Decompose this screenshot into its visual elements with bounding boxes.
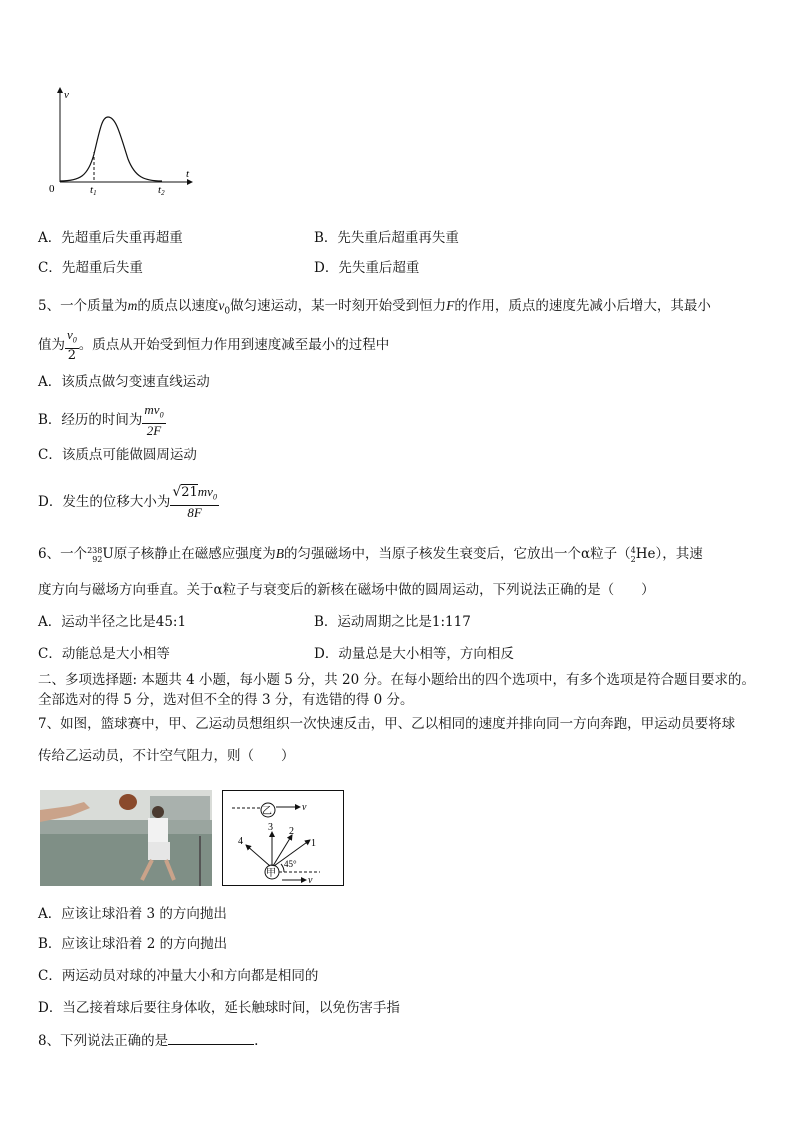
section2-instructions-line2: 全部选对的得 5 分，选对但不全的得 3 分，有选错的得 0 分。	[38, 692, 414, 708]
helium-nuclide-numbers: 4 2	[630, 545, 636, 564]
origin-label: 0	[49, 183, 55, 195]
q4-option-c: C．先超重后失重	[38, 260, 143, 276]
q6-option-d: D．动量总是大小相等，方向相反	[314, 646, 514, 662]
basketball-icon	[119, 794, 137, 810]
v-bottom-label: v	[308, 875, 313, 886]
q5-option-a: A．该质点做匀变速直线运动	[38, 374, 210, 390]
jia-label: 甲	[266, 868, 276, 879]
v-top-label: v	[302, 802, 307, 813]
direction-label-4: 4	[238, 836, 243, 847]
answer-blank[interactable]	[168, 1030, 254, 1045]
q5-option-c: C．该质点可能做圆周运动	[38, 447, 197, 463]
q5-option-d: D．发生的位移大小为 $\frac{√21mv_0}{8F}$	[38, 484, 217, 520]
q7-stem-line1: 7、如图，篮球赛中，甲、乙运动员想组织一次快速反击，甲、乙以相同的速度并排向同一方向奔跑，甲运动员要将球	[38, 716, 736, 732]
angle-label: 45°	[284, 859, 297, 869]
q6-option-c: C．动能总是大小相等	[38, 646, 170, 662]
displacement-fraction: $\frac{√21mv_0}{8F}$	[172, 484, 217, 520]
q5-option-b: B．经历的时间为 $\frac{mv_0}{2F}$	[38, 402, 164, 438]
q6-stem-line1: 6、一个 238 92 U原子核静止在磁感应强度为B的匀强磁场中，当原子核发生衰变后，它放出一个α粒子（ 4 2 He），其速	[38, 545, 703, 564]
q7-option-c: C．两运动员对球的冲量大小和方向都是相同的	[38, 968, 319, 984]
yi-label: 乙	[262, 806, 272, 817]
q4-option-a: A．先超重后失重再超重	[38, 230, 183, 246]
v0-over-2-fraction: $\frac{v_0}{2}$	[67, 327, 77, 363]
q6-stem-line2: 度方向与磁场方向垂直。关于α粒子与衰变后的新核在磁场中做的圆周运动，下列说法正确的是（ ）	[38, 582, 655, 598]
velocity-time-graph	[40, 84, 200, 200]
q5-stem-line1: 5、一个质量为m的质点以速度$v_0$做匀速运动，某一时刻开始受到恒力F的作用，质点的速度先减小后增大，其最小	[38, 298, 711, 317]
throw-direction-diagram	[222, 790, 344, 886]
q8-stem: 8、下列说法正确的是 .	[38, 1030, 258, 1051]
velocity-curve	[60, 117, 162, 181]
q7-option-a: A．应该让球沿着 3 的方向抛出	[38, 906, 227, 922]
x-axis-label: t	[186, 168, 190, 180]
q7-stem-line2: 传给乙运动员，不计空气阻力，则（ ）	[38, 748, 295, 764]
q6-option-b: B．运动周期之比是1:117	[314, 614, 471, 630]
direction-label-2: 2	[289, 826, 294, 837]
direction-arrow-4	[246, 845, 270, 866]
q7-option-d: D．当乙接着球后要往身体收，延长触球时间，以免伤害手指	[38, 1000, 400, 1016]
direction-label-3: 3	[268, 822, 273, 833]
q6-option-a: A．运动半径之比是45:1	[38, 614, 187, 630]
section2-instructions-line1: 二、多项选择题: 本题共 4 小题，每小题 5 分，共 20 分。在每小题给出的四个选项中，有多个选项是符合题目要求的。	[38, 672, 755, 688]
uranium-nuclide-numbers: 238 92	[87, 545, 103, 564]
q5-stem-line2: 值为 $\frac{v_0}{2}$ 。质点从开始受到恒力作用到速度减至最小的过程中	[38, 327, 390, 363]
q7-option-b: B．应该让球沿着 2 的方向抛出	[38, 936, 228, 952]
y-axis-label: v	[64, 89, 69, 101]
q4-option-d: D．先失重后超重	[314, 260, 420, 276]
direction-label-1: 1	[311, 838, 316, 849]
q4-option-b: B．先失重后超重再失重	[314, 230, 459, 246]
basketball-photo	[40, 790, 212, 886]
t1-label: t1	[90, 184, 97, 197]
t2-label: t2	[158, 184, 165, 197]
time-fraction: $\frac{mv_0}{2F}$	[144, 402, 164, 438]
